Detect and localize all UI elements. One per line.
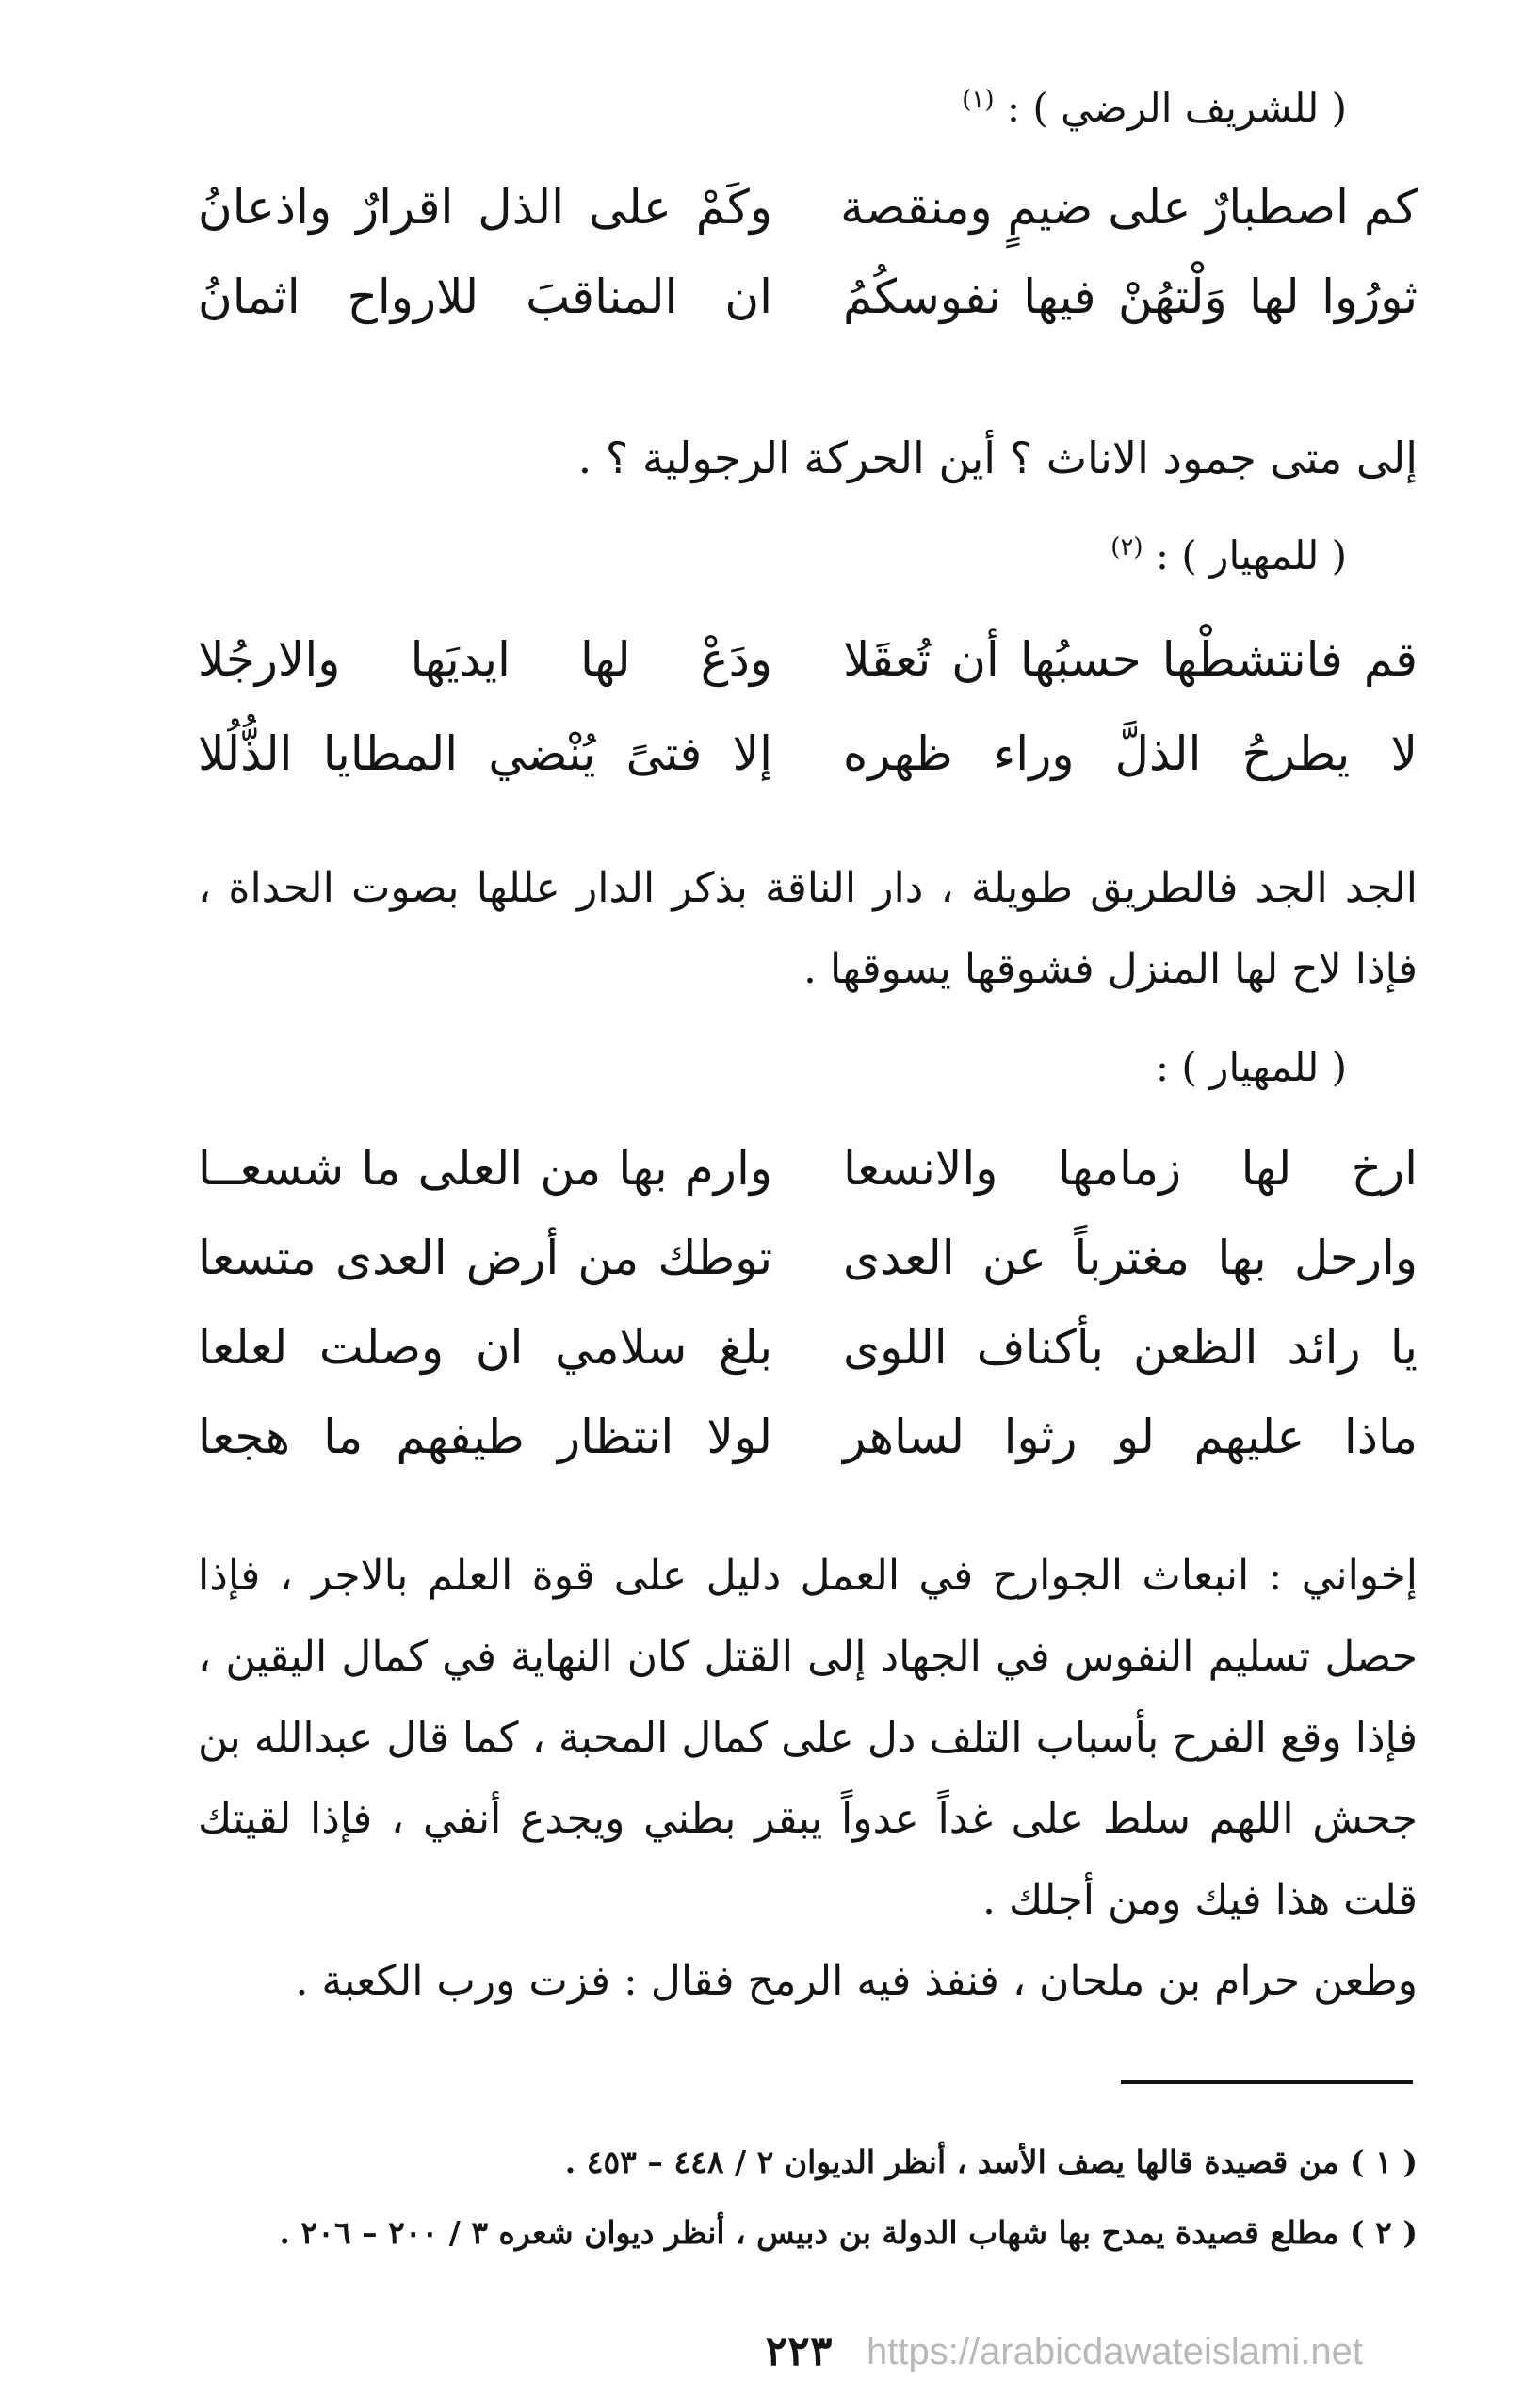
heading-text: ( للمهيار ) : bbox=[1155, 532, 1347, 579]
footnote-2: ( ٢ ) مطلع قصيدة يمدح بها شهاب الدولة بن دبيس ، أنظر ديوان شعره ٣ / ٢٠٠ – ٢٠٦ . bbox=[279, 2214, 1418, 2251]
footnote-marker: (١) bbox=[962, 86, 995, 114]
heading-text: ( للمهيار ) : bbox=[1155, 1044, 1347, 1090]
verse-first-hemistich: ارخ لها زمامها والانسعا bbox=[843, 1141, 1418, 1196]
verse-first-hemistich: ماذا عليهم لو رثوا لساهر bbox=[843, 1410, 1418, 1464]
verse-second-hemistich: توطك من أرض العدى متسعا bbox=[198, 1231, 772, 1285]
verse-line bbox=[198, 1314, 1418, 1380]
verse-second-hemistich: إلا فتىً يُنْضي المطايا الذُّلُلا bbox=[198, 726, 772, 781]
prose-paragraph: وطعن حرام بن ملحان ، فنفذ فيه الرمح فقال : فزت ورب الكعبة . bbox=[295, 1957, 1418, 2005]
verse-second-hemistich: ان المناقبَ للارواح اثمانُ bbox=[198, 269, 772, 324]
watermark-url: https://arabicdawateislami.net bbox=[867, 2331, 1363, 2372]
verse-line bbox=[198, 627, 1418, 693]
prose-paragraph: إلى متى جمود الاناث ؟ أين الحركة الرجولية ؟ . bbox=[577, 432, 1418, 483]
heading-text: ( للشريف الرضي ) : bbox=[1006, 85, 1347, 131]
poem-heading-mihyar bbox=[1156, 1044, 1347, 1090]
verse-second-hemistich: وارم بها من العلى ما شسعــا bbox=[198, 1141, 772, 1196]
verse-first-hemistich: يا رائد الظعن بأكناف اللوى bbox=[843, 1320, 1418, 1375]
verse-line bbox=[198, 174, 1418, 240]
prose-paragraph: إخواني : انبعاث الجوارح في العمل دليل على قوة العلم بالاجر ، فإذا حصل تسليم النفوس في الجهاد إلى القتل كان النهاية في كمال اليقين ، فإذا وقع الفرح بأسباب التلف دل على كمال المحبة ، كما قال عبدالله بن جحش اللهم سلط على غداً عدواً يبقر بطني ويجدع أنفي ، فإذا لقيتك قلت هذا فيك ومن أجلك . bbox=[198, 1552, 1418, 1924]
verse-second-hemistich: لولا انتظار طيفهم ما هجعا bbox=[198, 1410, 772, 1464]
verse-first-hemistich: ثورُوا لها وَلْتهُنْ فيها نفوسكُمُ bbox=[843, 269, 1418, 324]
footnote-1: ( ١ ) من قصيدة قالها يصف الأسد ، أنظر الديوان ٢ / ٤٤٨ – ٤٥٣ . bbox=[564, 2143, 1418, 2180]
verse-first-hemistich: كم اصطبارٌ على ضيمٍ ومنقصة bbox=[840, 180, 1418, 235]
verse-line bbox=[198, 264, 1418, 330]
footnote-marker: (٢) bbox=[1110, 533, 1143, 562]
verse-first-hemistich: وارحل بها مغترباً عن العدى bbox=[843, 1231, 1418, 1285]
verse-line bbox=[198, 1225, 1418, 1291]
verse-line bbox=[198, 1135, 1418, 1201]
verse-line bbox=[198, 721, 1418, 787]
verse-line bbox=[198, 1404, 1418, 1470]
page-number: ٢٢٣ bbox=[765, 2327, 833, 2375]
verse-second-hemistich: بلغ سلامي ان وصلت لعلعا bbox=[198, 1320, 772, 1375]
verse-first-hemistich: لا يطرحُ الذلَّ وراء ظهره bbox=[843, 726, 1418, 781]
verse-second-hemistich: ودَعْ لها ايديَها والارجُلا bbox=[198, 632, 772, 687]
poem-heading-mihyar bbox=[1110, 532, 1347, 579]
prose-paragraph: الجد الجد فالطريق طويلة ، دار الناقة بذكر الدار عللها بصوت الحداة ، فإذا لاح لها المنزل فشوقها يسوقها . bbox=[198, 864, 1418, 993]
verse-second-hemistich: وكَمْ على الذل اقرارٌ واذعانُ bbox=[198, 180, 772, 235]
verse-first-hemistich: قم فانتشطْها حسبُها أن تُعقَلا bbox=[843, 632, 1418, 687]
poem-heading-sharif-radi bbox=[962, 85, 1347, 131]
footnote-divider bbox=[1121, 2080, 1413, 2084]
